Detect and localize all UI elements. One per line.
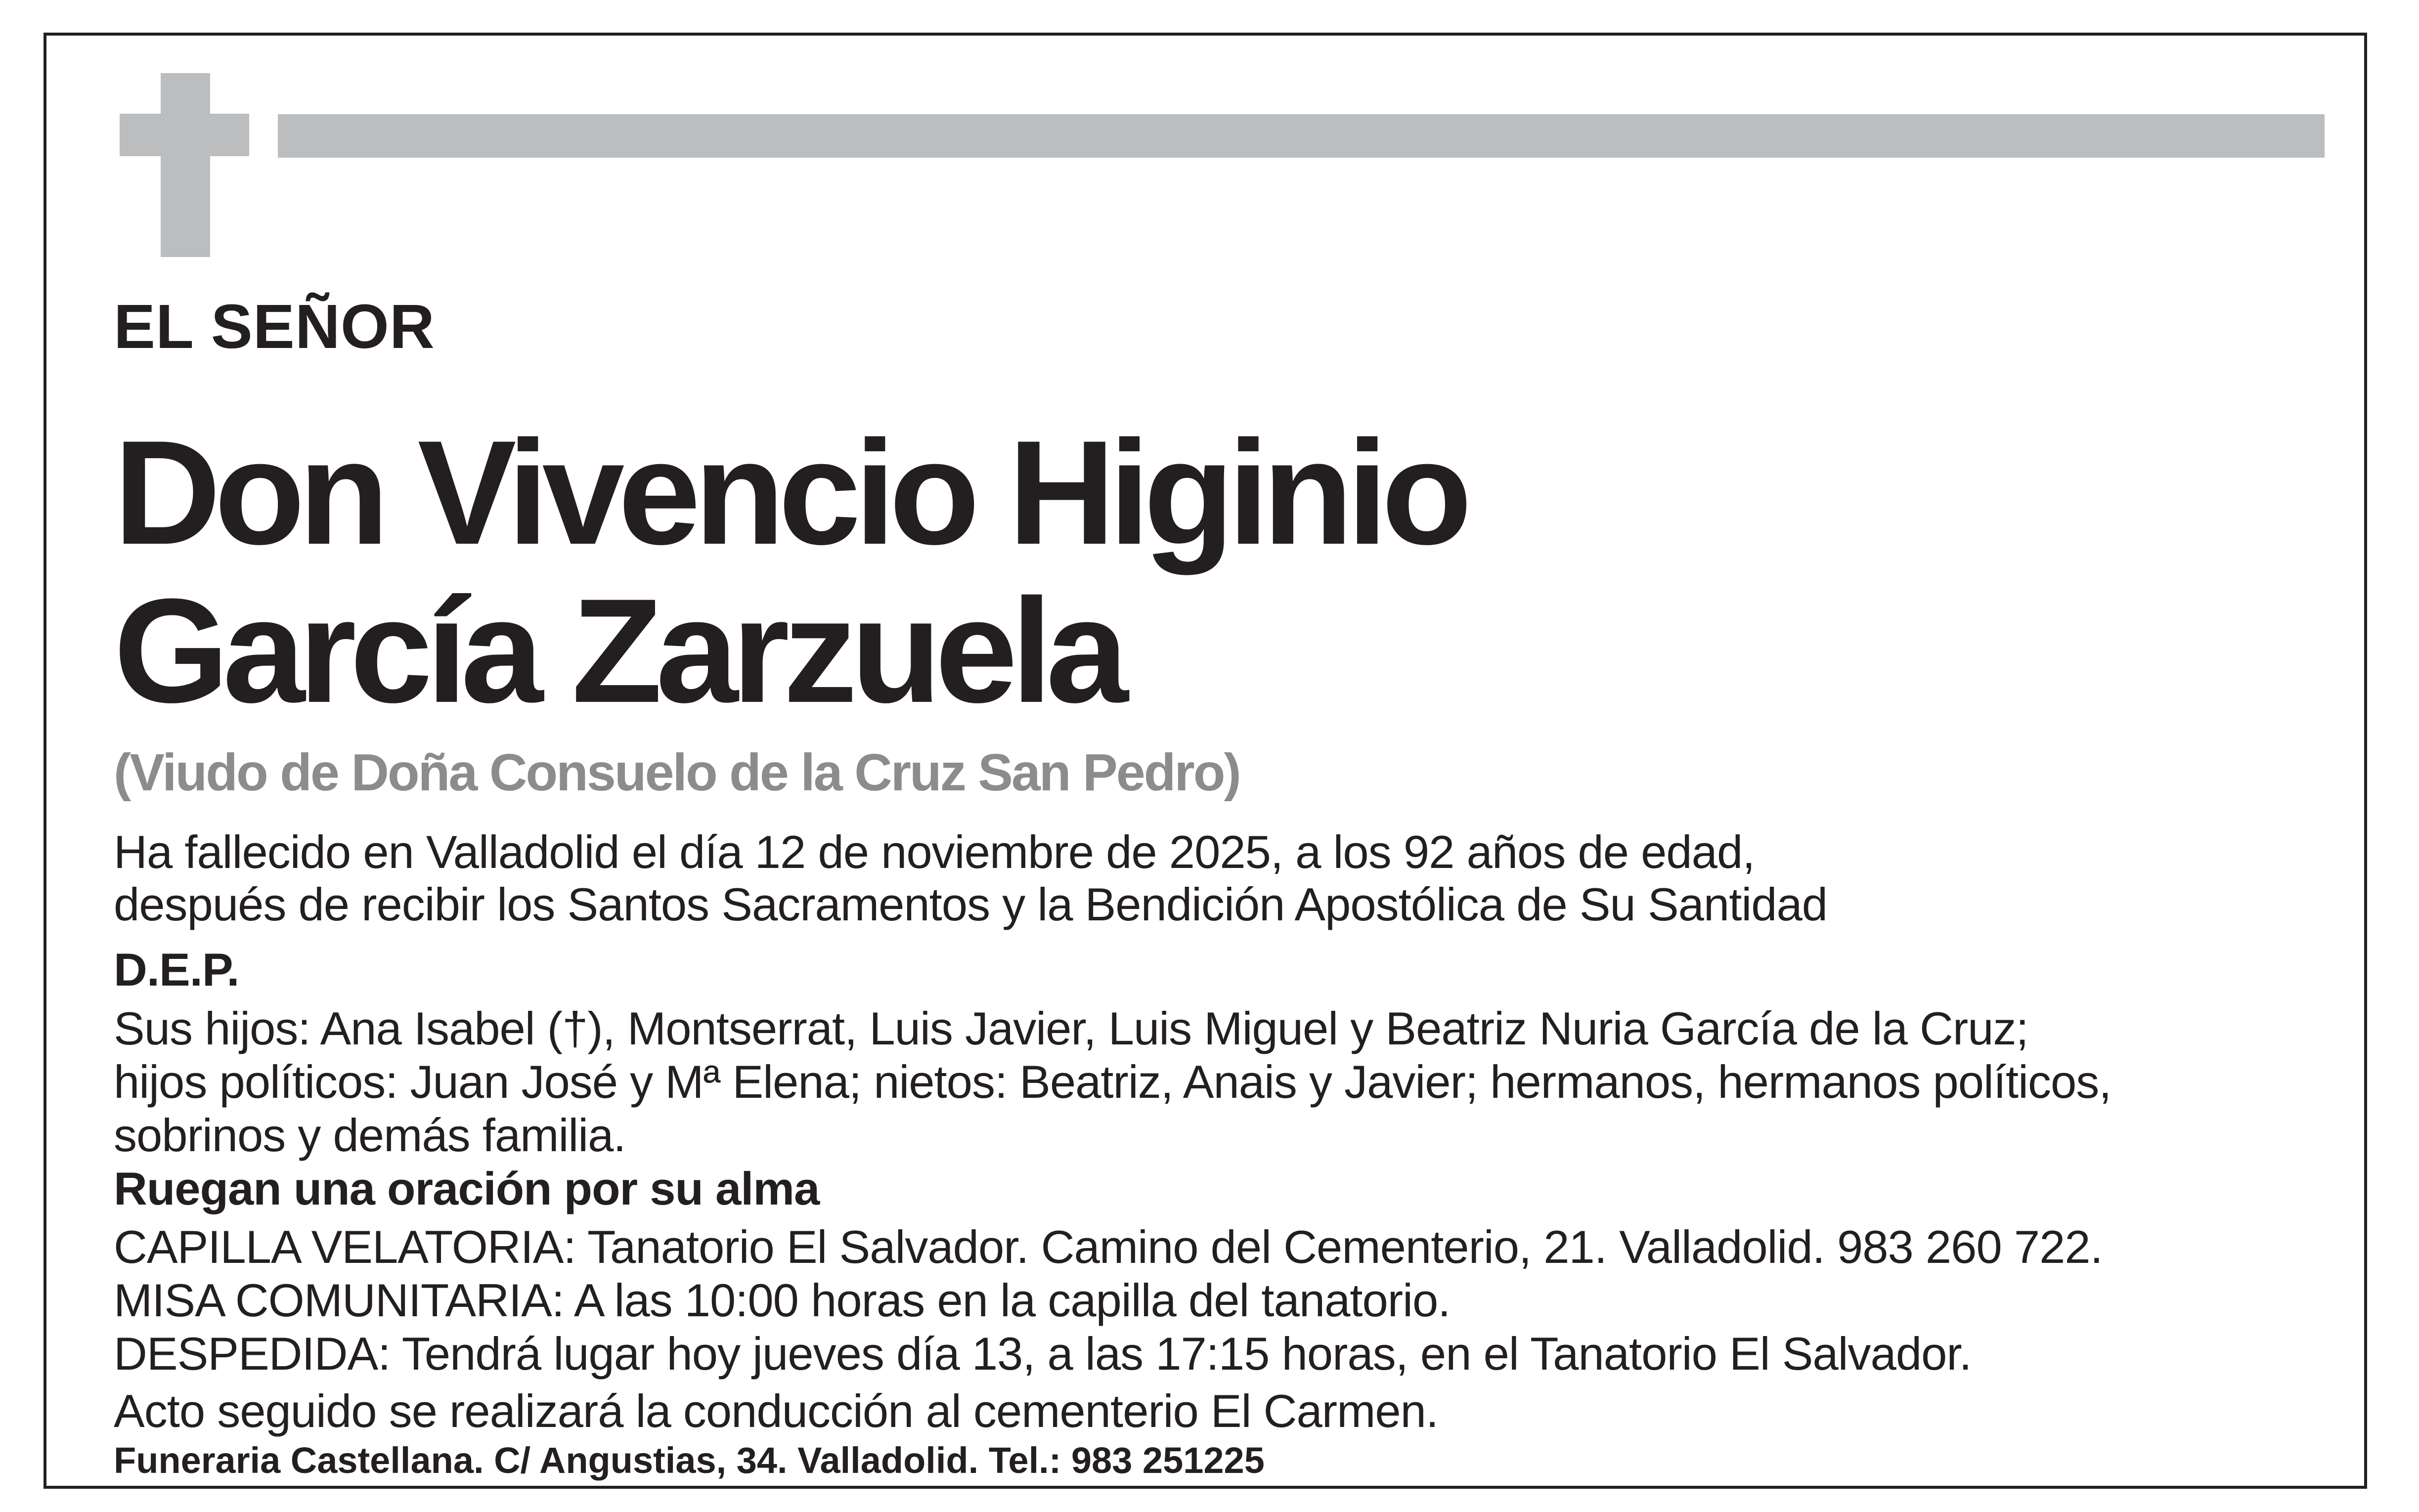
deceased-name-line-2: García Zarzuela: [114, 567, 1122, 734]
cross-horizontal-bar: [120, 114, 249, 156]
mass-info: MISA COMUNITARIA: A las 10:00 horas en la capilla del tanatorio.: [114, 1274, 1451, 1326]
family-line-1: Sus hijos: Ana Isabel (†), Montserrat, Luis Javier, Luis Miguel y Beatriz Nuria García de la Cruz;: [114, 1002, 2028, 1054]
cross-vertical-bar: [161, 73, 210, 257]
chapel-info: CAPILLA VELATORIA: Tanatorio El Salvador. Camino del Cementerio, 21. Valladolid. 983 260 722.: [114, 1221, 2103, 1273]
widow-of-line: (Viudo de Doña Consuelo de la Cruz San Pedro): [114, 743, 1240, 802]
family-line-2: hijos políticos: Juan José y Mª Elena; nietos: Beatriz, Anais y Javier; hermanos, hermanos políticos,: [114, 1056, 2111, 1108]
header-rule: [278, 114, 2325, 158]
rip-label: D.E.P.: [114, 944, 239, 995]
death-info-line-1: Ha fallecido en Valladolid el día 12 de noviembre de 2025, a los 92 años de edad,: [114, 826, 1755, 878]
farewell-info: DESPEDIDA: Tendrá lugar hoy jueves día 13, a las 17:15 horas, en el Tanatorio El Salvador.: [114, 1328, 1972, 1380]
death-info-line-2: después de recibir los Santos Sacramentos y la Bendición Apostólica de Su Santidad: [114, 878, 1828, 930]
family-line-3: sobrinos y demás familia.: [114, 1109, 626, 1161]
deceased-name-line-1: Don Vivencio Higinio: [114, 409, 1466, 575]
procession-info: Acto seguido se realizará la conducción al cementerio El Carmen.: [114, 1385, 1439, 1437]
funeral-home-footer: Funeraria Castellana. C/ Angustias, 34. Valladolid. Tel.: 983 251225: [114, 1440, 1265, 1481]
prayer-request: Ruegan una oración por su alma: [114, 1163, 820, 1214]
notice-heading: EL SEÑOR: [114, 292, 435, 361]
